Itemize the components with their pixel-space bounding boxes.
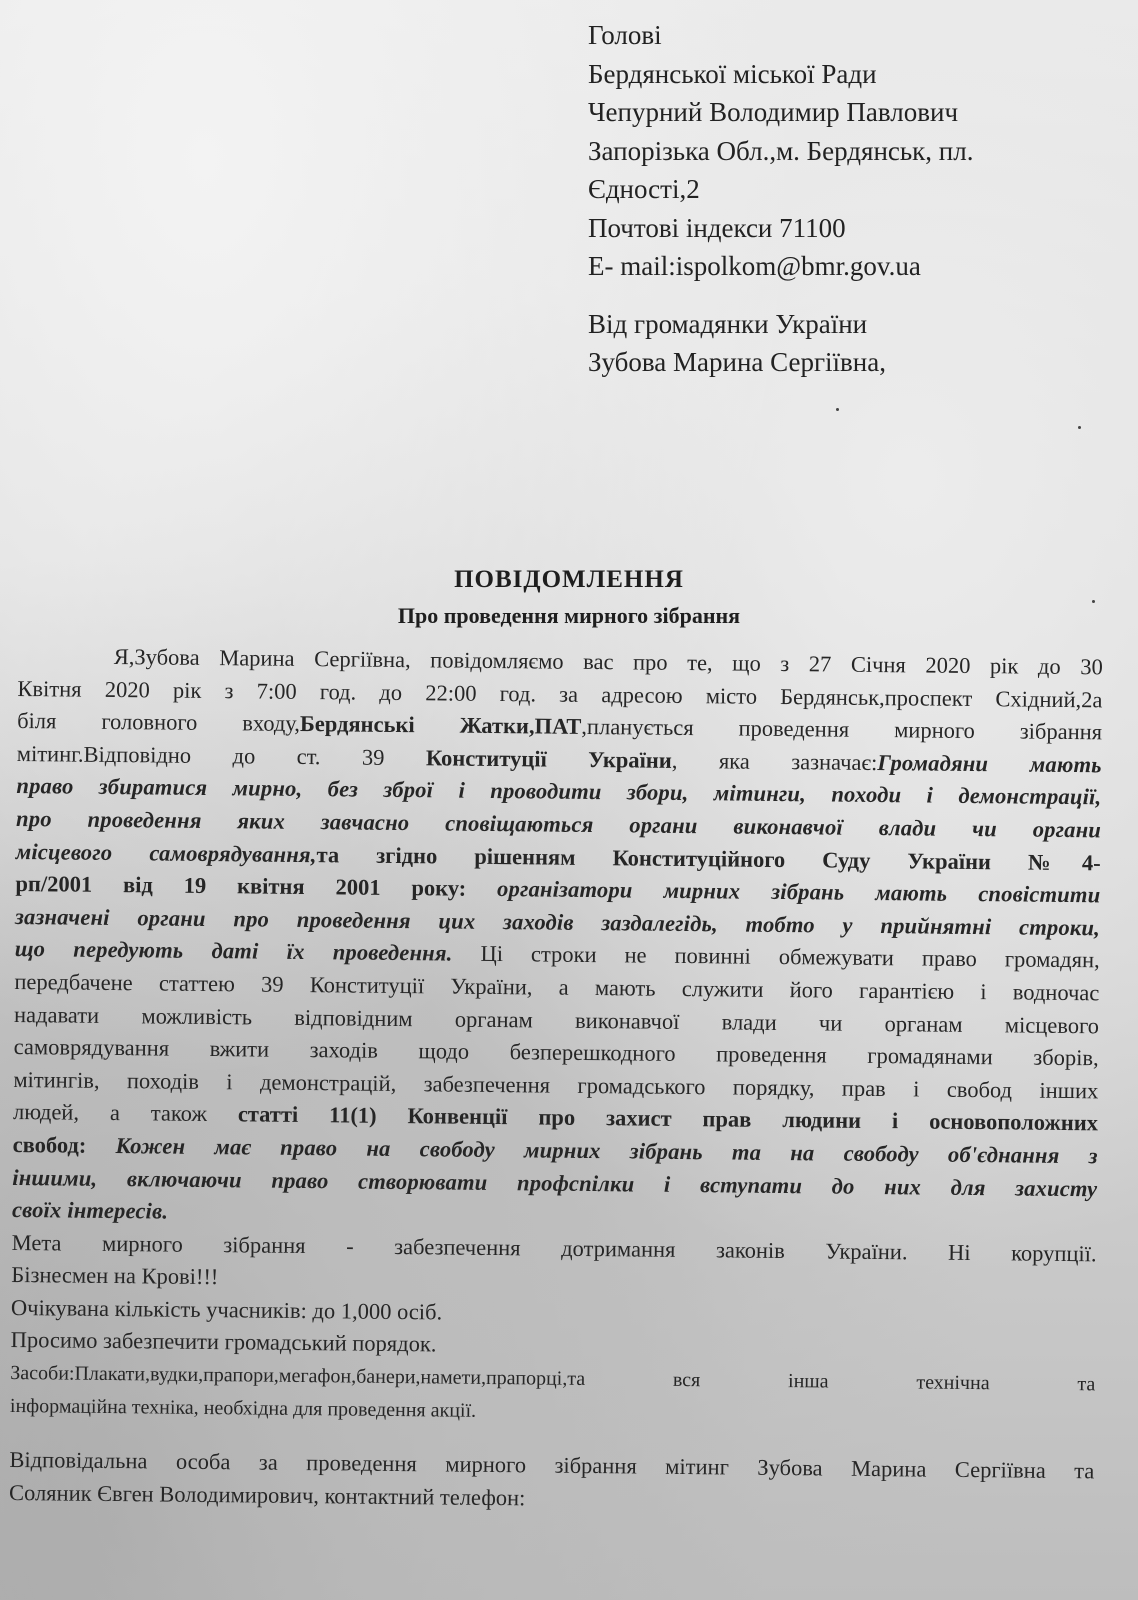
body-line: Я,Зубова Марина Сергіївна, повідомляємо вас про те, що з 27 Січня 2020 рік до 30	[113, 644, 1103, 680]
recipient-line-7: E- mail:ispolkom@bmr.gov.ua	[588, 251, 921, 281]
convention-ref: статті 11(1) Конвенції про захист прав людини і основоположних	[237, 1101, 1099, 1136]
body-text: біля головного входу,	[17, 708, 301, 737]
scan-speck	[1078, 426, 1081, 429]
body-text: людей, а також	[12, 1099, 239, 1127]
recipient-line-4: Запорізька Обл.,м. Бердянськ, пл.	[588, 135, 974, 166]
goal-line: Бізнесмен на Крові!!!	[11, 1262, 219, 1290]
body-line: Квітня 2020 рік з 7:00 год. до 22:00 год. за адресою місто Бердянськ,проспект Східний,2а	[17, 675, 1103, 712]
sender-block	[588, 305, 1108, 381]
body-line: передбачене статтею 39 Конституції України, а мають служити його гарантією і водночас	[14, 968, 1100, 1006]
quote-text: Громадяни мають	[877, 749, 1102, 778]
quote-text: місцевого самоврядування,	[15, 838, 317, 867]
document-title: ПОВІДОМЛЕННЯ	[454, 566, 684, 593]
goal-line: Мета мирного зібрання - забезпечення дотримання законів України. Ні корупції.	[11, 1229, 1097, 1267]
body-text: мітинг.Відповідно до ст. 39	[16, 740, 427, 771]
scan-speck	[1092, 600, 1095, 603]
decision-ref: рп/2001 від 19 квітня 2001 року:	[15, 871, 498, 902]
sender-line-1: Від громадянки України	[588, 309, 868, 339]
quote-line: своїх інтересів.	[11, 1197, 169, 1224]
recipient-line-6: Почтові індекси 71100	[588, 212, 846, 243]
body-line: надавати можливість відповідним органам виконавчої влади чи органам місцевого	[13, 1001, 1100, 1038]
body-text: Ці строки не повинні обмежувати право громадян,	[452, 940, 1100, 973]
recipient-line-3: Чепурний Володимир Павлович	[588, 97, 959, 127]
body-text: , яка зазначає:	[671, 747, 878, 775]
court-ref: та згідно рішенням Конституційного Суду України №4-	[316, 841, 1101, 875]
recipient-block	[588, 16, 1108, 286]
quote-line: про проведення яких завчасно сповіщаються органи виконавчої влади чи органи	[16, 805, 1102, 843]
company-name: Бердянські Жатки,ПАТ	[299, 711, 582, 740]
convention-ref: свобод:	[12, 1131, 87, 1158]
recipient-line-2: Бердянської міської Ради	[588, 58, 877, 89]
document-body	[9, 640, 1103, 1521]
means-line: інформаційна техніка, необхідна для проведення акції.	[9, 1394, 477, 1422]
quote-text: організатори мирних зібрань мають сповістити	[496, 876, 1101, 908]
sender-line-2: Зубова Марина Сергіївна,	[588, 347, 886, 377]
recipient-line-1: Голові	[588, 20, 662, 50]
quote-text: що передують даті їх проведення.	[14, 936, 453, 966]
order-request-line: Просимо забезпечити громадський порядок.	[10, 1327, 437, 1357]
quote-line: право збиратися мирно, без зброї і проводити збори, мітинги, походи і демонстрації,	[16, 773, 1102, 810]
recipient-line-5: Єдності,2	[588, 174, 700, 204]
constitution-ref: Конституції України	[425, 745, 672, 773]
body-text: ,планується проведення мирного зібрання	[581, 714, 1103, 745]
participants-line: Очікувана кількість учасників: до 1,000 осіб.	[10, 1294, 443, 1325]
means-line: Засоби:Плакати,вудки,прапори,мегафон,банери,намети,прапорці,та вся інша технічна та	[10, 1362, 1096, 1396]
body-line: мітингів, походів і демонстрацій, забезпечення громадського порядку, прав і свобод інших	[13, 1066, 1099, 1104]
body-line: самоврядування вжити заходів щодо безперешкодного проведення громадянами зборів,	[13, 1034, 1099, 1071]
responsible-line: Соляник Євген Володимирович, контактний телефон:	[8, 1479, 526, 1511]
quote-line: іншими, включаючи право створювати профспілки і вступати до них для захисту	[12, 1164, 1098, 1201]
quote-line: зазначені органи про проведення цих заходів заздалегідь, тобто у прийнятні строки,	[14, 903, 1101, 941]
document-subtitle: Про проведення мирного зібрання	[397, 603, 741, 628]
quote-text: Кожен має право на свободу мирних зібрань та на свободу об'єднання з	[86, 1132, 1098, 1169]
scan-speck	[836, 408, 839, 411]
responsible-line: Відповідальна особа за проведення мирного зібрання мітинг Зубова Марина Сергіївна та	[9, 1447, 1095, 1484]
